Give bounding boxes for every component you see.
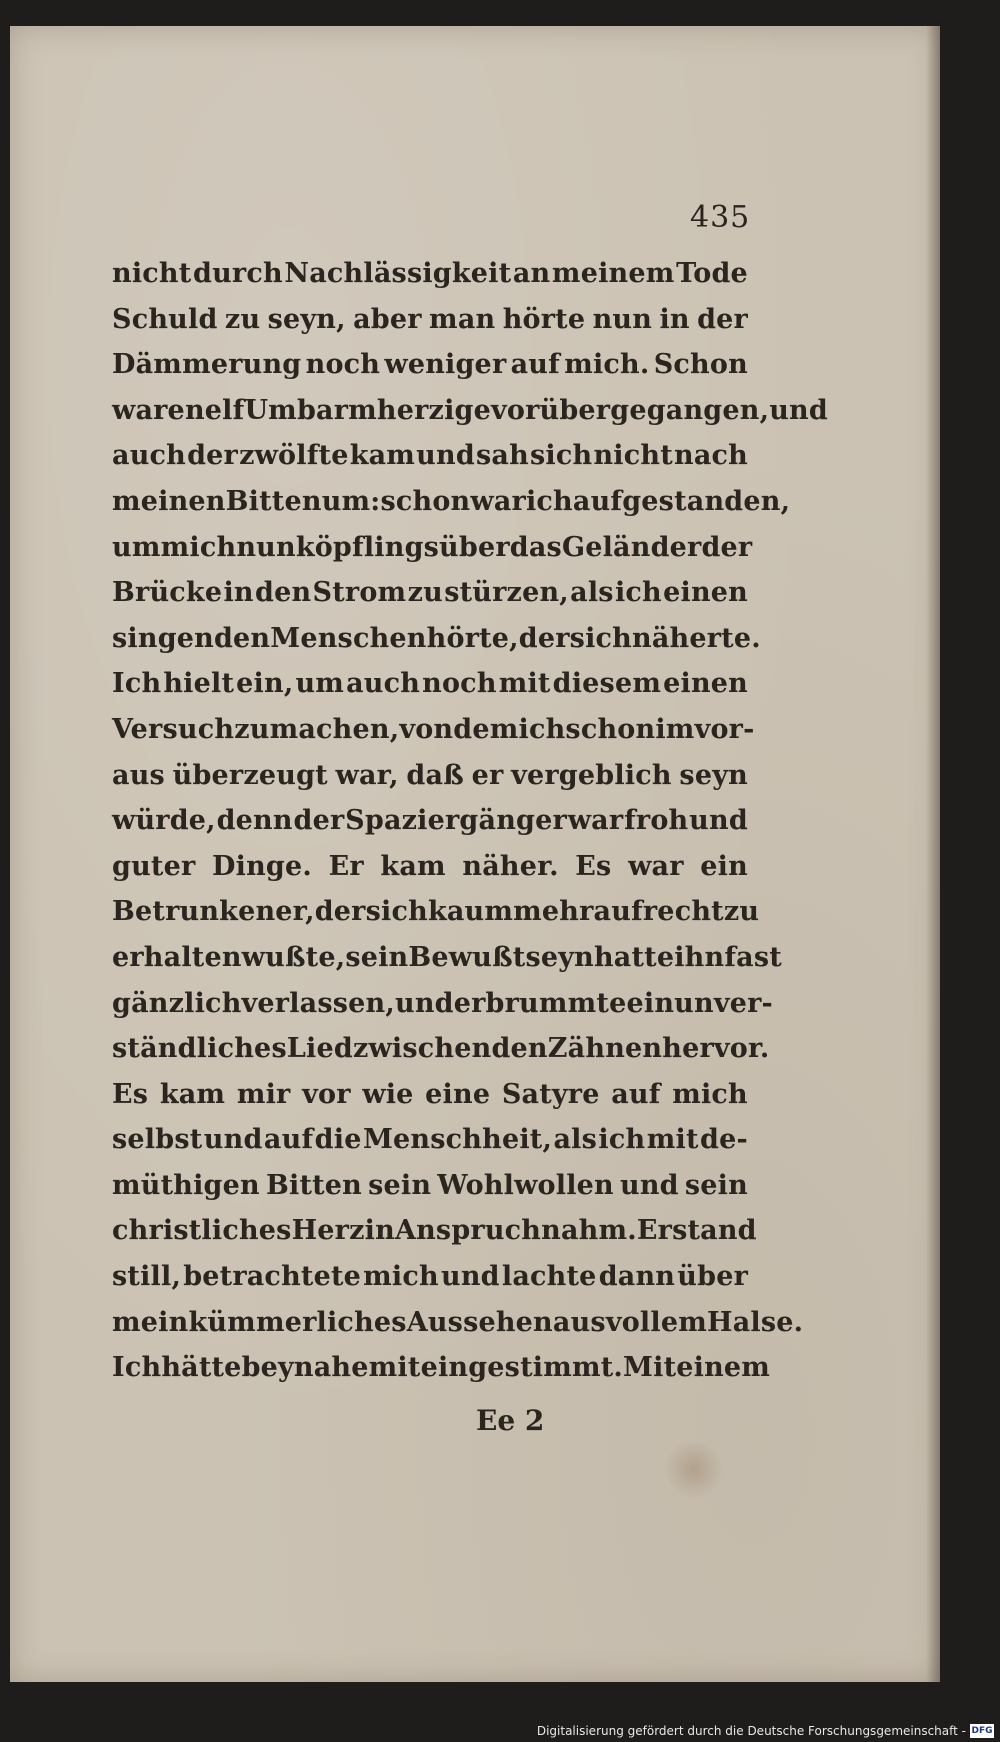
word: noch: [422, 668, 497, 700]
word: Betrunkener,: [112, 896, 315, 928]
word: Es: [112, 1078, 149, 1110]
word: verlassen,: [241, 987, 395, 1019]
word: Schuld: [112, 303, 218, 335]
word: ständliches: [112, 1033, 287, 1065]
word: Tode: [676, 258, 748, 289]
word: aber: [353, 303, 422, 335]
dfg-logo: DFG: [971, 1726, 993, 1736]
word: aus: [112, 759, 165, 791]
page-edge-shadow: [926, 26, 940, 1682]
word: müthigen: [112, 1169, 260, 1201]
text-line: [112, 896, 760, 942]
word: Versuch: [112, 713, 235, 745]
word: selbst: [112, 1124, 203, 1156]
word: sich: [569, 622, 632, 654]
word: vor: [302, 1078, 351, 1110]
word: guter: [112, 850, 196, 882]
word: zu: [224, 303, 261, 335]
word: er: [471, 759, 504, 791]
word: ich: [598, 1124, 646, 1156]
word: hätte: [161, 1352, 242, 1384]
word: aufrecht: [593, 896, 724, 928]
text-line: [112, 668, 748, 714]
text-line: [112, 1306, 804, 1353]
word: sich: [365, 896, 428, 928]
word: den: [491, 1033, 548, 1065]
word: und: [394, 987, 454, 1019]
word: mich: [363, 1261, 439, 1293]
text-line: [112, 713, 755, 760]
word: seyn: [679, 759, 748, 791]
word: sich: [530, 440, 593, 472]
word: nun: [236, 531, 296, 563]
word: Brücke: [112, 577, 223, 609]
text-line: [112, 622, 761, 669]
word: ich: [614, 577, 662, 609]
word: mich: [160, 531, 237, 563]
word: dann: [598, 1261, 676, 1293]
word: Mit: [623, 1352, 677, 1384]
word: stürzen,: [444, 577, 569, 609]
text-line: [112, 394, 828, 441]
word: sein: [684, 1169, 748, 1201]
word: und: [769, 394, 828, 426]
word: als: [553, 1124, 598, 1156]
word: Ich: [112, 1352, 162, 1384]
word: diesem: [552, 668, 662, 700]
word: lachte: [501, 1261, 597, 1293]
word: war,: [335, 759, 399, 791]
signature-mark: Ee 2: [476, 1404, 545, 1437]
word: um:: [321, 485, 381, 517]
word: in: [659, 303, 690, 335]
word: mich.: [564, 349, 650, 381]
word: näher.: [462, 850, 559, 882]
word: Geländer: [561, 531, 702, 563]
word: sein: [345, 941, 409, 973]
word: als: [570, 577, 614, 609]
word: zwölfte: [239, 440, 349, 472]
word: Aussehen: [406, 1306, 553, 1338]
word: Es: [575, 850, 612, 882]
word: war: [628, 850, 684, 882]
word: betrachtete: [183, 1261, 362, 1293]
word: von: [399, 713, 454, 745]
word: auf: [263, 1124, 314, 1156]
word: Halse.: [707, 1306, 804, 1338]
text-line: [112, 1079, 748, 1125]
word: über: [677, 1261, 748, 1293]
word: und: [441, 1261, 500, 1293]
word: mich: [672, 1078, 748, 1110]
word: und: [620, 1169, 679, 1201]
word: überzeugt: [172, 759, 328, 791]
word: in: [223, 577, 254, 609]
word: würde,: [112, 805, 216, 837]
word: kam: [159, 1078, 226, 1110]
word: Bewußtseyn: [408, 941, 594, 973]
text-line: [112, 1261, 748, 1307]
word: Wohlwollen: [437, 1169, 614, 1201]
text-line: [112, 805, 748, 851]
word: Bitten: [225, 485, 322, 517]
word: nicht: [112, 258, 192, 289]
word: mit: [646, 1124, 699, 1156]
word: beynahe: [241, 1352, 369, 1384]
word: schon: [380, 485, 471, 517]
word: einem: [676, 1352, 771, 1384]
text-line: [112, 1124, 748, 1170]
word: daß: [406, 759, 464, 791]
text-line: [112, 851, 748, 897]
word: seyn,: [267, 303, 346, 335]
word: eine: [425, 1078, 491, 1110]
word: singenden: [112, 622, 271, 654]
word: kam: [380, 850, 446, 882]
word: wie: [362, 1078, 414, 1110]
word: mehr: [513, 896, 594, 928]
word: eingestimmt.: [420, 1352, 624, 1384]
word: Bitten: [265, 1169, 362, 1201]
body-text: [112, 258, 828, 1398]
text-line: [112, 1215, 757, 1261]
word: im: [655, 713, 695, 745]
word: hatte: [593, 941, 675, 973]
word: mir: [236, 1078, 291, 1110]
word: auch: [112, 440, 186, 472]
word: Er: [328, 850, 364, 882]
word: den: [255, 577, 312, 609]
page-number: 435: [690, 200, 751, 235]
word: köpflings: [295, 531, 440, 563]
word: man: [429, 303, 496, 335]
word: Spaziergänger: [345, 805, 567, 837]
word: und: [203, 1124, 263, 1156]
word: weniger: [384, 349, 507, 381]
word: froh: [624, 805, 689, 837]
word: ich: [518, 713, 566, 745]
text-line: [112, 485, 791, 532]
word: einen: [663, 577, 748, 609]
word: an: [512, 258, 551, 289]
text-line: [112, 531, 753, 578]
word: und: [689, 805, 748, 837]
text-line: [112, 1170, 748, 1216]
word: noch: [305, 349, 381, 381]
word: ein: [626, 987, 675, 1019]
text-line: [112, 1352, 771, 1398]
word: auf: [510, 349, 560, 381]
text-line: [112, 577, 748, 623]
word: still,: [112, 1261, 182, 1293]
word: sein: [368, 1169, 432, 1201]
word: in: [364, 1215, 395, 1247]
word: er: [453, 987, 486, 1019]
word: aufgestanden,: [572, 485, 791, 517]
word: um: [112, 531, 161, 563]
word: elf: [204, 394, 245, 426]
word: christliches: [112, 1215, 292, 1247]
word: hervor.: [662, 1033, 770, 1065]
word: um: [295, 668, 345, 700]
paper-stain: [665, 1438, 723, 1500]
word: vollem: [605, 1306, 707, 1338]
word: der: [697, 303, 748, 335]
word: der: [293, 805, 345, 837]
word: ein: [700, 850, 748, 882]
word: zwischen: [352, 1033, 492, 1065]
word: vor-: [694, 713, 755, 745]
text-line: [112, 440, 748, 486]
word: Anspruch: [394, 1215, 542, 1247]
word: hörte,: [426, 622, 519, 654]
word: erhalten: [112, 941, 242, 973]
word: zu: [234, 713, 270, 745]
word: unver-: [674, 987, 773, 1019]
word: einen: [663, 668, 748, 700]
text-line: [112, 1033, 770, 1079]
word: de-: [700, 1124, 748, 1156]
word: schon: [565, 713, 656, 745]
word: Dinge.: [212, 850, 312, 882]
word: Herz: [291, 1215, 365, 1247]
word: das: [509, 531, 562, 563]
word: sah: [476, 440, 529, 472]
word: ihn: [674, 941, 725, 973]
word: denn: [216, 805, 293, 837]
word: meinen: [112, 485, 226, 517]
word: gänzlich: [112, 987, 242, 1019]
word: Zähnen: [547, 1033, 663, 1065]
word: nun: [592, 303, 653, 335]
word: zu: [723, 896, 760, 928]
word: wußte,: [241, 941, 346, 973]
word: der: [518, 622, 570, 654]
word: Strom: [312, 577, 407, 609]
word: der: [187, 440, 238, 472]
word: Ich: [112, 668, 162, 700]
text-line: [112, 987, 773, 1034]
word: Umbarmherzige: [244, 394, 491, 426]
text-line: [112, 304, 748, 350]
word: Nachlässigkeit: [284, 258, 512, 289]
word: vorübergegangen,: [491, 394, 770, 426]
word: war: [567, 805, 624, 837]
word: über: [439, 531, 510, 563]
word: war: [470, 485, 526, 517]
word: Lied: [286, 1033, 353, 1065]
word: vergeblich: [511, 759, 672, 791]
word: Schon: [653, 349, 748, 381]
word: Er: [636, 1215, 673, 1247]
text-line: [112, 760, 748, 806]
word: Menschen: [270, 622, 427, 654]
word: die: [314, 1124, 362, 1156]
word: kümmerliches: [188, 1306, 407, 1338]
word: aus: [552, 1306, 606, 1338]
word: der: [701, 531, 753, 563]
word: machen,: [269, 713, 400, 745]
word: auf: [611, 1078, 661, 1110]
word: ich: [525, 485, 573, 517]
word: brummte: [485, 987, 627, 1019]
word: auch: [346, 668, 421, 700]
word: durch: [192, 258, 283, 289]
word: nach: [673, 440, 748, 472]
word: fast: [724, 941, 782, 973]
word: mit: [498, 668, 551, 700]
word: kam: [349, 440, 416, 472]
text-line: [112, 258, 748, 304]
word: kaum: [427, 896, 514, 928]
word: hörte: [502, 303, 586, 335]
text-line: [112, 941, 782, 988]
word: näherte.: [632, 622, 761, 654]
word: waren: [112, 394, 205, 426]
word: Menschheit,: [362, 1124, 553, 1156]
word: nahm.: [541, 1215, 637, 1247]
word: und: [416, 440, 475, 472]
word: zu: [407, 577, 443, 609]
text-line: [112, 349, 748, 395]
word: mit: [368, 1352, 421, 1384]
word: hielt: [163, 668, 235, 700]
word: ein,: [236, 668, 294, 700]
word: Dämmerung: [112, 349, 302, 381]
word: nicht: [593, 440, 673, 472]
word: mein: [112, 1306, 189, 1338]
word: stand: [672, 1215, 757, 1247]
word: meinem: [551, 258, 675, 289]
word: Satyre: [501, 1078, 600, 1110]
word: der: [314, 896, 366, 928]
digitization-credit: Digitalisierung gefördert durch die Deutsche Forschungsgemeinschaft -: [536, 1724, 966, 1738]
word: dem: [453, 713, 519, 745]
